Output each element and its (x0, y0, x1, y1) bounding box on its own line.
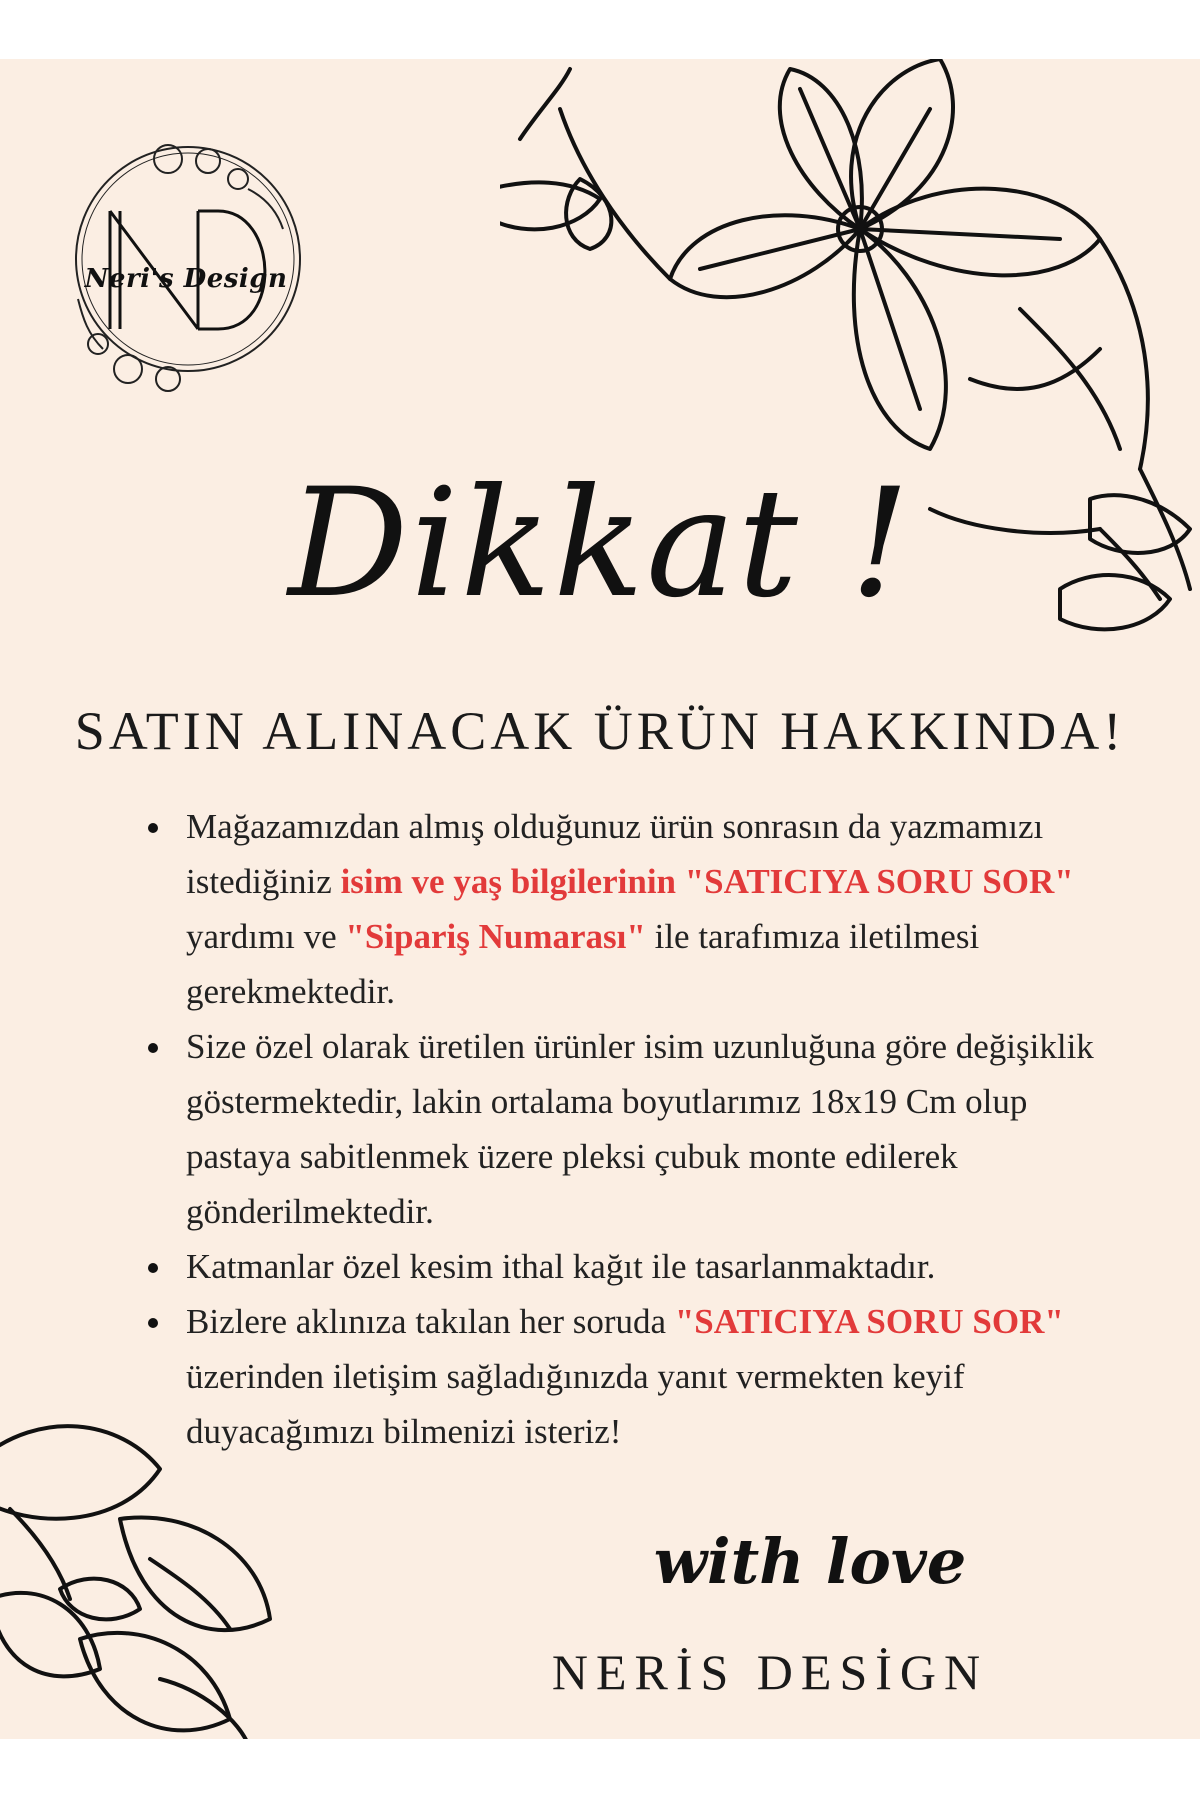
subtitle: SATIN ALINACAK ÜRÜN HAKKINDA! (74, 701, 1126, 761)
item-text: Size özel olarak üretilen ürünler isim uzunluğuna göre değişiklik göstermektedir, lakin ortalama boyutlarımız 18x19 Cm olup pastaya sabitlenmek üzere pleksi çubuk monte edilerek gönderilmektedir. (186, 1027, 1094, 1231)
signature: NERİS DESİGN (551, 1644, 989, 1700)
closing-text: with love (653, 1525, 967, 1598)
item-text: ile tarafımıza iletilmesi gerekmektedir. (186, 917, 980, 1011)
page-title: Dikkat ! (288, 457, 912, 631)
item-text: Bizlere aklınıza takılan her soruda (186, 1302, 675, 1341)
highlight-text: "Sipariş Numarası" (345, 917, 646, 956)
info-card (0, 59, 1200, 1739)
list-item (140, 1019, 1100, 1239)
item-text: Katmanlar özel kesim ithal kağıt ile tasarlanmaktadır. (186, 1247, 936, 1286)
brand-logo (48, 99, 324, 399)
highlight-text: "SATICIYA SORU SOR" (674, 1302, 1064, 1341)
logo-script-text: Neri's Design (84, 264, 288, 294)
list-item (140, 799, 1100, 1019)
info-list (140, 799, 1100, 1459)
highlight-text: isim ve yaş bilgilerinin "SATICIYA SORU SOR" (340, 862, 1074, 901)
item-text: yardımı ve (186, 917, 346, 956)
logo-wreath (48, 99, 324, 399)
list-item (140, 1294, 1100, 1459)
list-item (140, 1239, 1100, 1294)
item-text: Mağazamızdan almış olduğunuz ürün sonrasın da yazmamızı istediğiniz (186, 807, 1044, 901)
item-text: üzerinden iletişim sağladığınızda yanıt vermekten keyif duyacağımızı bilmenizi isteriz! (186, 1357, 965, 1451)
